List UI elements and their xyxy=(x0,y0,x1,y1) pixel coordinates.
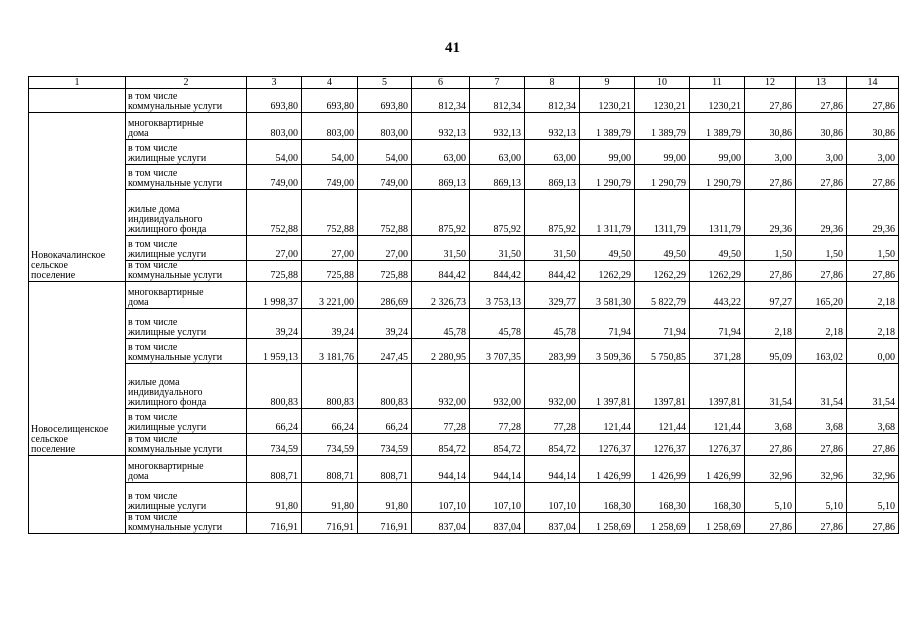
value-cell: 1276,37 xyxy=(635,434,690,456)
value-cell: 1,50 xyxy=(847,236,899,261)
value-cell: 1 389,79 xyxy=(635,113,690,140)
value-cell: 1397,81 xyxy=(635,364,690,409)
value-cell: 875,92 xyxy=(470,190,525,236)
value-cell: 693,80 xyxy=(358,89,412,113)
value-cell: 91,80 xyxy=(358,483,412,513)
settlement-name: Новоселищенское сельское поселение xyxy=(29,282,126,456)
value-cell: 54,00 xyxy=(302,140,358,165)
value-cell: 443,22 xyxy=(690,282,745,309)
value-cell: 54,00 xyxy=(358,140,412,165)
value-cell: 716,91 xyxy=(247,513,302,534)
value-cell: 1276,37 xyxy=(580,434,635,456)
value-cell: 5,10 xyxy=(745,483,796,513)
value-cell: 77,28 xyxy=(470,409,525,434)
table-row xyxy=(29,483,899,513)
value-cell: 27,86 xyxy=(745,434,796,456)
row-label: в том числе коммунальные услуги xyxy=(126,339,247,364)
value-cell: 27,86 xyxy=(847,165,899,190)
value-cell: 32,96 xyxy=(745,456,796,483)
column-header: 5 xyxy=(358,77,412,89)
value-cell: 29,36 xyxy=(796,190,847,236)
value-cell: 808,71 xyxy=(247,456,302,483)
value-cell: 3 707,35 xyxy=(470,339,525,364)
value-cell: 107,10 xyxy=(412,483,470,513)
table-row xyxy=(29,261,899,282)
table-row xyxy=(29,165,899,190)
value-cell: 837,04 xyxy=(412,513,470,534)
value-cell: 27,86 xyxy=(796,513,847,534)
value-cell: 32,96 xyxy=(847,456,899,483)
value-cell: 99,00 xyxy=(690,140,745,165)
value-cell: 1262,29 xyxy=(580,261,635,282)
value-cell: 800,83 xyxy=(358,364,412,409)
value-cell: 693,80 xyxy=(302,89,358,113)
value-cell: 165,20 xyxy=(796,282,847,309)
value-cell: 932,00 xyxy=(412,364,470,409)
value-cell: 31,50 xyxy=(470,236,525,261)
value-cell: 752,88 xyxy=(358,190,412,236)
table-row xyxy=(29,409,899,434)
value-cell: 168,30 xyxy=(580,483,635,513)
row-label: многоквартирные дома xyxy=(126,282,247,309)
value-cell: 27,86 xyxy=(745,261,796,282)
value-cell: 1 258,69 xyxy=(580,513,635,534)
value-cell: 932,13 xyxy=(470,113,525,140)
value-cell: 31,54 xyxy=(847,364,899,409)
value-cell: 3,68 xyxy=(847,409,899,434)
value-cell: 27,86 xyxy=(745,513,796,534)
value-cell: 27,86 xyxy=(847,89,899,113)
value-cell: 875,92 xyxy=(525,190,580,236)
table-row xyxy=(29,282,899,309)
value-cell: 1 258,69 xyxy=(635,513,690,534)
value-cell: 725,88 xyxy=(358,261,412,282)
value-cell: 31,54 xyxy=(745,364,796,409)
value-cell: 39,24 xyxy=(302,309,358,339)
value-cell: 66,24 xyxy=(358,409,412,434)
value-cell: 1 311,79 xyxy=(580,190,635,236)
value-cell: 812,34 xyxy=(470,89,525,113)
value-cell: 27,86 xyxy=(745,89,796,113)
value-cell: 1 290,79 xyxy=(690,165,745,190)
value-cell: 71,94 xyxy=(635,309,690,339)
value-cell: 31,50 xyxy=(525,236,580,261)
value-cell: 752,88 xyxy=(302,190,358,236)
value-cell: 168,30 xyxy=(635,483,690,513)
value-cell: 3,68 xyxy=(796,409,847,434)
value-cell: 869,13 xyxy=(470,165,525,190)
value-cell: 31,54 xyxy=(796,364,847,409)
row-label: жилые дома индивидуального жилищного фонда xyxy=(126,190,247,236)
table-row xyxy=(29,89,899,113)
value-cell: 844,42 xyxy=(470,261,525,282)
row-label: многоквартирные дома xyxy=(126,113,247,140)
value-cell: 27,86 xyxy=(847,434,899,456)
row-label: в том числе коммунальные услуги xyxy=(126,261,247,282)
column-header: 10 xyxy=(635,77,690,89)
value-cell: 283,99 xyxy=(525,339,580,364)
value-cell: 808,71 xyxy=(358,456,412,483)
table-body xyxy=(29,77,899,534)
value-cell: 1276,37 xyxy=(690,434,745,456)
value-cell: 1311,79 xyxy=(690,190,745,236)
tariff-table xyxy=(28,76,899,534)
value-cell: 1,50 xyxy=(745,236,796,261)
value-cell: 1 389,79 xyxy=(580,113,635,140)
value-cell: 725,88 xyxy=(247,261,302,282)
value-cell: 932,00 xyxy=(470,364,525,409)
value-cell: 3 581,30 xyxy=(580,282,635,309)
page-number: 41 xyxy=(445,40,460,56)
row-label: в том числе коммунальные услуги xyxy=(126,165,247,190)
value-cell: 3 221,00 xyxy=(302,282,358,309)
value-cell: 49,50 xyxy=(580,236,635,261)
value-cell: 27,00 xyxy=(302,236,358,261)
value-cell: 107,10 xyxy=(470,483,525,513)
value-cell: 66,24 xyxy=(247,409,302,434)
value-cell: 45,78 xyxy=(525,309,580,339)
value-cell: 29,36 xyxy=(745,190,796,236)
value-cell: 5 822,79 xyxy=(635,282,690,309)
table-row xyxy=(29,456,899,483)
value-cell: 844,42 xyxy=(525,261,580,282)
value-cell: 39,24 xyxy=(247,309,302,339)
value-cell: 944,14 xyxy=(470,456,525,483)
value-cell: 77,28 xyxy=(412,409,470,434)
value-cell: 1 426,99 xyxy=(690,456,745,483)
value-cell: 247,45 xyxy=(358,339,412,364)
value-cell: 54,00 xyxy=(247,140,302,165)
value-cell: 27,86 xyxy=(796,165,847,190)
value-cell: 27,86 xyxy=(796,434,847,456)
value-cell: 837,04 xyxy=(525,513,580,534)
row-label: в том числе коммунальные услуги xyxy=(126,434,247,456)
value-cell: 39,24 xyxy=(358,309,412,339)
value-cell: 1230,21 xyxy=(580,89,635,113)
value-cell: 30,86 xyxy=(847,113,899,140)
column-header: 9 xyxy=(580,77,635,89)
table-row xyxy=(29,513,899,534)
settlement-name: Новокачалинское сельское поселение xyxy=(29,113,126,282)
value-cell: 63,00 xyxy=(470,140,525,165)
row-label: в том числе жилищные услуги xyxy=(126,483,247,513)
value-cell: 2,18 xyxy=(847,309,899,339)
value-cell: 854,72 xyxy=(412,434,470,456)
value-cell: 32,96 xyxy=(796,456,847,483)
value-cell: 49,50 xyxy=(635,236,690,261)
value-cell: 27,00 xyxy=(358,236,412,261)
row-label: многоквартирные дома xyxy=(126,456,247,483)
value-cell: 1 426,99 xyxy=(580,456,635,483)
value-cell: 1,50 xyxy=(796,236,847,261)
value-cell: 1 426,99 xyxy=(635,456,690,483)
column-header: 4 xyxy=(302,77,358,89)
table-row xyxy=(29,434,899,456)
value-cell: 1230,21 xyxy=(690,89,745,113)
value-cell: 869,13 xyxy=(412,165,470,190)
value-cell: 168,30 xyxy=(690,483,745,513)
value-cell: 5,10 xyxy=(847,483,899,513)
value-cell: 1 290,79 xyxy=(580,165,635,190)
value-cell: 71,94 xyxy=(580,309,635,339)
value-cell: 749,00 xyxy=(247,165,302,190)
settlement-name xyxy=(29,456,126,534)
value-cell: 1 998,37 xyxy=(247,282,302,309)
row-label: в том числе коммунальные услуги xyxy=(126,89,247,113)
value-cell: 99,00 xyxy=(580,140,635,165)
value-cell: 30,86 xyxy=(796,113,847,140)
value-cell: 1 959,13 xyxy=(247,339,302,364)
value-cell: 107,10 xyxy=(525,483,580,513)
value-cell: 71,94 xyxy=(690,309,745,339)
value-cell: 812,34 xyxy=(412,89,470,113)
value-cell: 3,00 xyxy=(847,140,899,165)
value-cell: 45,78 xyxy=(470,309,525,339)
table-row xyxy=(29,113,899,140)
value-cell: 932,00 xyxy=(525,364,580,409)
value-cell: 1262,29 xyxy=(690,261,745,282)
value-cell: 0,00 xyxy=(847,339,899,364)
value-cell: 27,00 xyxy=(247,236,302,261)
value-cell: 121,44 xyxy=(635,409,690,434)
value-cell: 803,00 xyxy=(302,113,358,140)
value-cell: 63,00 xyxy=(525,140,580,165)
value-cell: 844,42 xyxy=(412,261,470,282)
value-cell: 808,71 xyxy=(302,456,358,483)
value-cell: 95,09 xyxy=(745,339,796,364)
value-cell: 837,04 xyxy=(470,513,525,534)
value-cell: 749,00 xyxy=(358,165,412,190)
value-cell: 725,88 xyxy=(302,261,358,282)
value-cell: 49,50 xyxy=(690,236,745,261)
column-header: 13 xyxy=(796,77,847,89)
value-cell: 803,00 xyxy=(247,113,302,140)
row-label: в том числе жилищные услуги xyxy=(126,236,247,261)
value-cell: 734,59 xyxy=(247,434,302,456)
row-label: в том числе жилищные услуги xyxy=(126,409,247,434)
value-cell: 2 280,95 xyxy=(412,339,470,364)
value-cell: 932,13 xyxy=(412,113,470,140)
value-cell: 91,80 xyxy=(247,483,302,513)
value-cell: 1311,79 xyxy=(635,190,690,236)
row-label: в том числе коммунальные услуги xyxy=(126,513,247,534)
column-header: 1 xyxy=(29,77,126,89)
value-cell: 932,13 xyxy=(525,113,580,140)
value-cell: 66,24 xyxy=(302,409,358,434)
value-cell: 27,86 xyxy=(847,261,899,282)
column-header: 8 xyxy=(525,77,580,89)
value-cell: 27,86 xyxy=(796,261,847,282)
value-cell: 5,10 xyxy=(796,483,847,513)
value-cell: 30,86 xyxy=(745,113,796,140)
column-header: 6 xyxy=(412,77,470,89)
table-row xyxy=(29,339,899,364)
value-cell: 869,13 xyxy=(525,165,580,190)
table-row xyxy=(29,309,899,339)
value-cell: 63,00 xyxy=(412,140,470,165)
value-cell: 2,18 xyxy=(847,282,899,309)
value-cell: 1262,29 xyxy=(635,261,690,282)
column-header: 3 xyxy=(247,77,302,89)
value-cell: 3 181,76 xyxy=(302,339,358,364)
column-header: 7 xyxy=(470,77,525,89)
value-cell: 854,72 xyxy=(525,434,580,456)
value-cell: 716,91 xyxy=(302,513,358,534)
value-cell: 944,14 xyxy=(525,456,580,483)
value-cell: 31,50 xyxy=(412,236,470,261)
column-header: 2 xyxy=(126,77,247,89)
value-cell: 3,68 xyxy=(745,409,796,434)
value-cell: 97,27 xyxy=(745,282,796,309)
value-cell: 854,72 xyxy=(470,434,525,456)
value-cell: 2,18 xyxy=(796,309,847,339)
column-header: 11 xyxy=(690,77,745,89)
value-cell: 3,00 xyxy=(745,140,796,165)
table-row xyxy=(29,190,899,236)
table-row xyxy=(29,140,899,165)
value-cell: 800,83 xyxy=(247,364,302,409)
table-row xyxy=(29,236,899,261)
value-cell: 329,77 xyxy=(525,282,580,309)
value-cell: 5 750,85 xyxy=(635,339,690,364)
value-cell: 875,92 xyxy=(412,190,470,236)
value-cell: 163,02 xyxy=(796,339,847,364)
value-cell: 1397,81 xyxy=(690,364,745,409)
value-cell: 371,28 xyxy=(690,339,745,364)
value-cell: 1 389,79 xyxy=(690,113,745,140)
value-cell: 99,00 xyxy=(635,140,690,165)
value-cell: 77,28 xyxy=(525,409,580,434)
value-cell: 286,69 xyxy=(358,282,412,309)
value-cell: 944,14 xyxy=(412,456,470,483)
value-cell: 27,86 xyxy=(745,165,796,190)
table-row xyxy=(29,364,899,409)
value-cell: 45,78 xyxy=(412,309,470,339)
header-row xyxy=(29,77,899,89)
value-cell: 803,00 xyxy=(358,113,412,140)
value-cell: 1 258,69 xyxy=(690,513,745,534)
value-cell: 121,44 xyxy=(580,409,635,434)
value-cell: 734,59 xyxy=(302,434,358,456)
value-cell: 3,00 xyxy=(796,140,847,165)
value-cell: 2,18 xyxy=(745,309,796,339)
row-label: в том числе жилищные услуги xyxy=(126,309,247,339)
value-cell: 29,36 xyxy=(847,190,899,236)
settlement-name xyxy=(29,89,126,113)
value-cell: 749,00 xyxy=(302,165,358,190)
row-label: жилые дома индивидуального жилищного фонда xyxy=(126,364,247,409)
value-cell: 27,86 xyxy=(847,513,899,534)
value-cell: 1230,21 xyxy=(635,89,690,113)
value-cell: 121,44 xyxy=(690,409,745,434)
value-cell: 693,80 xyxy=(247,89,302,113)
value-cell: 3 753,13 xyxy=(470,282,525,309)
value-cell: 1 290,79 xyxy=(635,165,690,190)
column-header: 12 xyxy=(745,77,796,89)
column-header: 14 xyxy=(847,77,899,89)
value-cell: 734,59 xyxy=(358,434,412,456)
value-cell: 27,86 xyxy=(796,89,847,113)
value-cell: 3 509,36 xyxy=(580,339,635,364)
row-label: в том числе жилищные услуги xyxy=(126,140,247,165)
value-cell: 800,83 xyxy=(302,364,358,409)
value-cell: 812,34 xyxy=(525,89,580,113)
value-cell: 91,80 xyxy=(302,483,358,513)
value-cell: 2 326,73 xyxy=(412,282,470,309)
value-cell: 716,91 xyxy=(358,513,412,534)
value-cell: 752,88 xyxy=(247,190,302,236)
value-cell: 1 397,81 xyxy=(580,364,635,409)
